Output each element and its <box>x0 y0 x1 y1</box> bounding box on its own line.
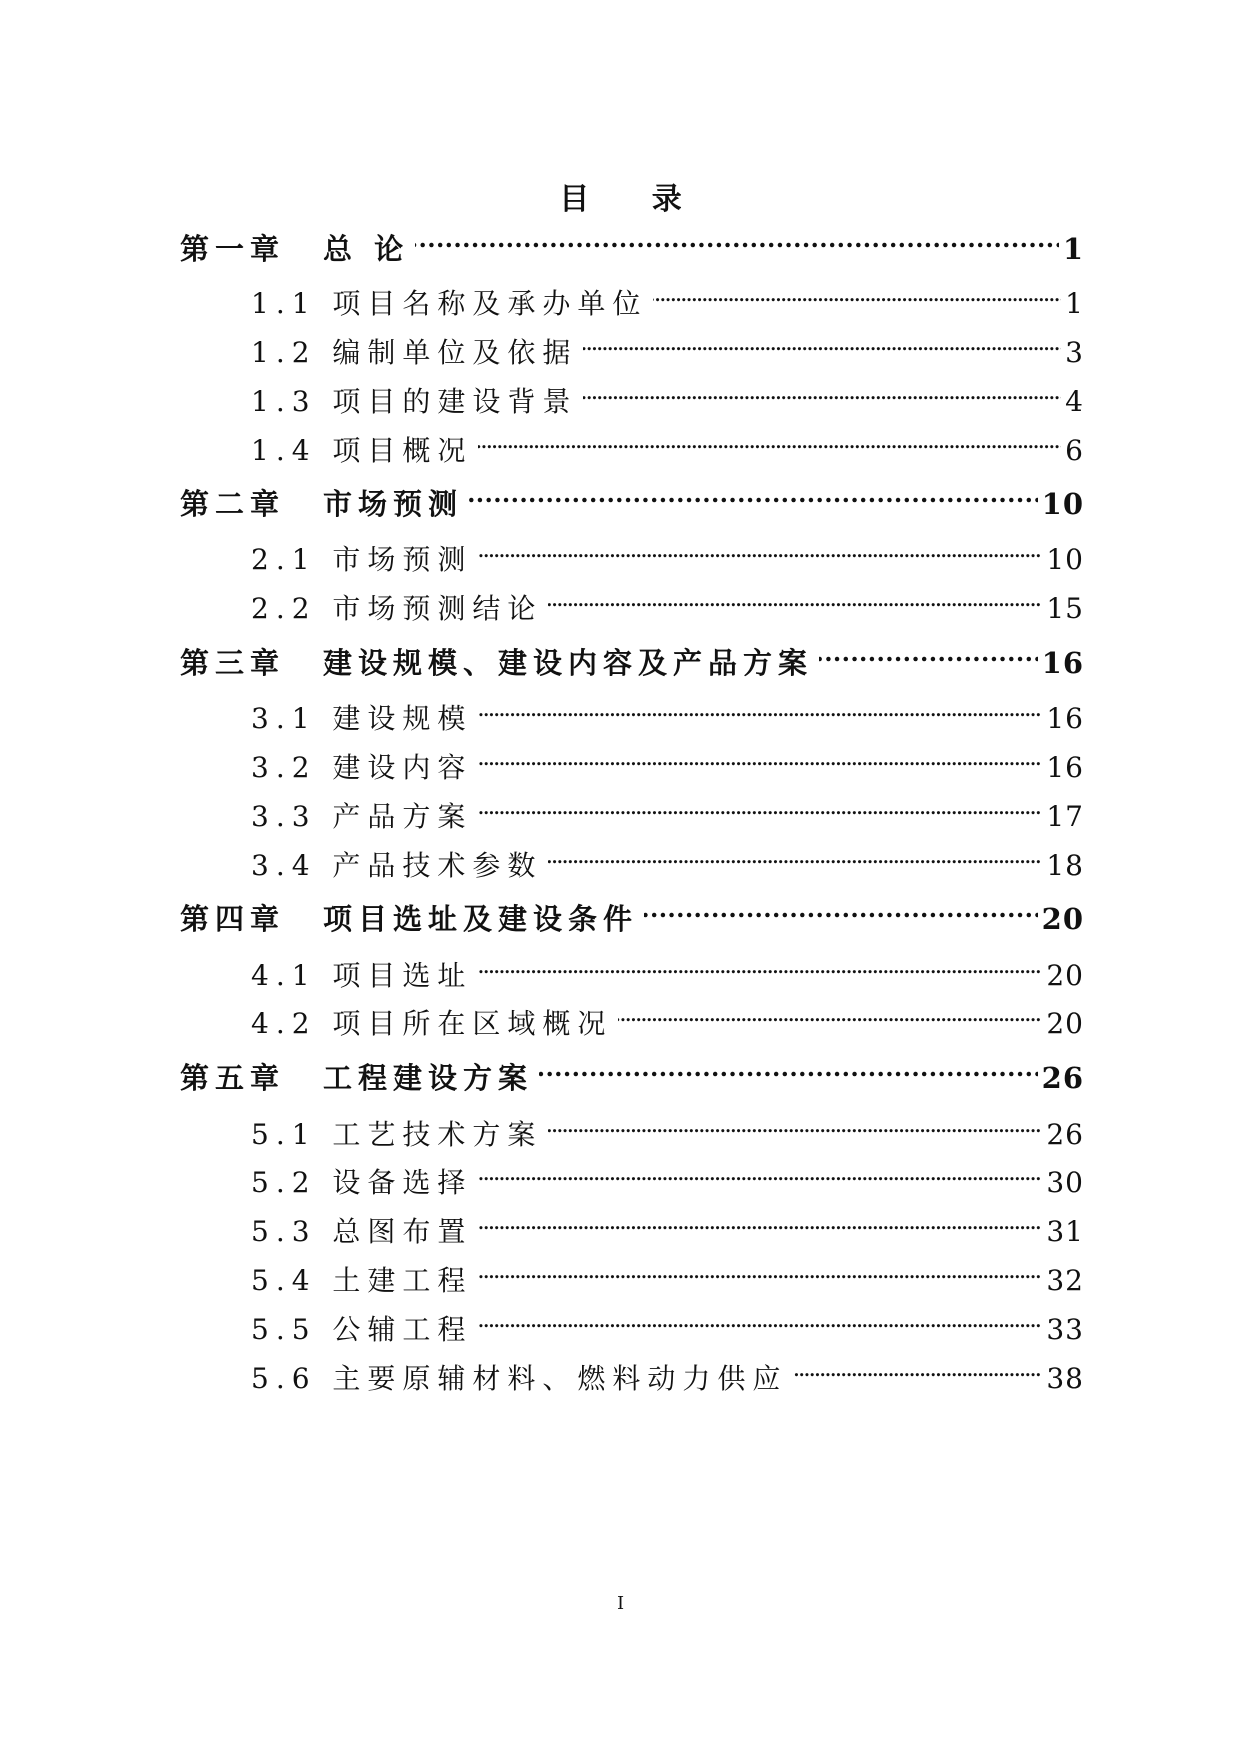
toc-chapter-entry[interactable] <box>180 633 1084 680</box>
dot-leader <box>469 474 1038 514</box>
toc-section-entry[interactable] <box>251 737 1084 784</box>
toc-entry-label <box>180 899 638 939</box>
toc-page-number: 18 <box>1046 849 1084 882</box>
toc-entry-label: 3.1 建设规模 <box>251 702 473 735</box>
toc-page-number: 30 <box>1046 1166 1084 1199</box>
dot-leader <box>819 633 1038 673</box>
chapter-title: 建设规模、建设内容及产品方案 <box>323 646 814 680</box>
chapter-number: 第五章 <box>180 1061 286 1095</box>
toc-page-number: 32 <box>1046 1264 1084 1297</box>
toc-page-number: 16 <box>1046 702 1084 735</box>
dot-leader <box>478 945 1042 985</box>
toc-page-number: 3 <box>1065 336 1084 369</box>
dot-leader <box>415 219 1059 259</box>
toc-entry-label: 5.4 土建工程 <box>251 1264 473 1297</box>
toc-entry-label <box>180 1058 533 1098</box>
toc-page-number: 16 <box>1041 646 1084 680</box>
toc-section-entry[interactable] <box>251 993 1084 1040</box>
dot-leader <box>548 1104 1042 1144</box>
toc-section-entry[interactable] <box>251 945 1084 992</box>
toc-page-number: 10 <box>1041 487 1084 521</box>
dot-leader <box>478 1152 1042 1192</box>
toc-title: 目 录 <box>559 182 708 217</box>
dot-leader <box>478 737 1042 777</box>
toc-entry-label: 5.6 主要原辅材料、燃料动力供应 <box>251 1362 788 1395</box>
dot-leader <box>548 578 1042 618</box>
dot-leader <box>478 688 1042 728</box>
toc-page-number: 20 <box>1041 902 1084 936</box>
toc-section-entry[interactable] <box>251 835 1084 882</box>
dot-leader <box>793 1348 1042 1388</box>
toc-entry-label: 4.2 项目所在区域概况 <box>251 1007 613 1040</box>
chapter-title: 工程建设方案 <box>323 1061 534 1095</box>
chapter-title: 市场预测 <box>323 487 464 521</box>
dot-leader <box>478 786 1042 826</box>
dot-leader <box>478 529 1042 569</box>
page-number: I <box>616 1593 625 1614</box>
toc-section-entry[interactable] <box>251 786 1084 833</box>
dot-leader <box>583 371 1061 411</box>
toc-entry-label <box>180 484 463 524</box>
toc-chapter-entry[interactable] <box>180 889 1084 936</box>
toc-section-entry[interactable] <box>251 322 1084 369</box>
chapter-number: 第四章 <box>180 902 286 936</box>
toc-section-entry[interactable] <box>251 371 1084 418</box>
toc-page-number: 10 <box>1046 543 1084 576</box>
toc-entry-label: 5.1 工艺技术方案 <box>251 1118 543 1151</box>
toc-entry-label <box>180 229 409 269</box>
dot-leader <box>478 1201 1042 1241</box>
toc-entry-label: 4.1 项目选址 <box>251 959 473 992</box>
toc-section-entry[interactable] <box>251 1152 1084 1199</box>
toc-entry-label: 2.1 市场预测 <box>251 543 473 576</box>
toc-page-number: 15 <box>1046 592 1084 625</box>
toc-section-entry[interactable] <box>251 1104 1084 1151</box>
toc-section-entry[interactable] <box>251 688 1084 735</box>
toc-page-number: 33 <box>1046 1313 1084 1346</box>
toc-section-entry[interactable] <box>251 529 1084 576</box>
toc-entry-label: 3.4 产品技术参数 <box>251 849 543 882</box>
toc-entry-label: 5.2 设备选择 <box>251 1166 473 1199</box>
dot-leader <box>653 273 1061 313</box>
toc-page-number: 31 <box>1046 1215 1084 1248</box>
dot-leader <box>583 322 1061 362</box>
toc-entry-label: 3.3 产品方案 <box>251 800 473 833</box>
toc-entry-label <box>180 643 813 683</box>
toc-section-entry[interactable] <box>251 420 1084 467</box>
chapter-title: 总 论 <box>323 232 410 266</box>
toc-entry-label: 1.4 项目概况 <box>251 434 473 467</box>
dot-leader <box>618 993 1042 1033</box>
chapter-title: 项目选址及建设条件 <box>323 902 639 936</box>
toc-page-number: 1 <box>1065 287 1084 320</box>
toc-entry-label: 1.2 编制单位及依据 <box>251 336 578 369</box>
toc-section-entry[interactable] <box>251 578 1084 625</box>
chapter-number: 第二章 <box>180 487 286 521</box>
toc-page-number: 20 <box>1046 1007 1084 1040</box>
dot-leader <box>644 889 1038 929</box>
toc-page-number: 38 <box>1046 1362 1084 1395</box>
toc-section-entry[interactable] <box>251 273 1084 320</box>
dot-leader <box>539 1048 1038 1088</box>
toc-entry-label: 2.2 市场预测结论 <box>251 592 543 625</box>
toc-section-entry[interactable] <box>251 1299 1084 1346</box>
toc-page-number: 17 <box>1046 800 1084 833</box>
chapter-number: 第一章 <box>180 232 286 266</box>
toc-page-number: 16 <box>1046 751 1084 784</box>
dot-leader <box>548 835 1042 875</box>
toc-entry-label: 3.2 建设内容 <box>251 751 473 784</box>
toc-chapter-entry[interactable] <box>180 1048 1084 1095</box>
dot-leader <box>478 1250 1042 1290</box>
toc-section-entry[interactable] <box>251 1348 1084 1395</box>
toc-page-number: 1 <box>1062 232 1084 266</box>
toc-page-number: 20 <box>1046 959 1084 992</box>
toc-entry-label: 1.1 项目名称及承办单位 <box>251 287 648 320</box>
toc-page-number: 6 <box>1065 434 1084 467</box>
toc-entry-label: 1.3 项目的建设背景 <box>251 385 578 418</box>
toc-section-entry[interactable] <box>251 1250 1084 1297</box>
toc-entry-label: 5.5 公辅工程 <box>251 1313 473 1346</box>
toc-entry-label: 5.3 总图布置 <box>251 1215 473 1248</box>
toc-page-number: 26 <box>1041 1061 1084 1095</box>
toc-page-number: 26 <box>1046 1118 1084 1151</box>
toc-page-number: 4 <box>1065 385 1084 418</box>
dot-leader <box>478 1299 1042 1339</box>
dot-leader <box>478 420 1061 460</box>
toc-chapter-entry[interactable] <box>180 219 1084 266</box>
chapter-number: 第三章 <box>180 646 286 680</box>
toc-chapter-entry[interactable] <box>180 474 1084 521</box>
toc-section-entry[interactable] <box>251 1201 1084 1248</box>
